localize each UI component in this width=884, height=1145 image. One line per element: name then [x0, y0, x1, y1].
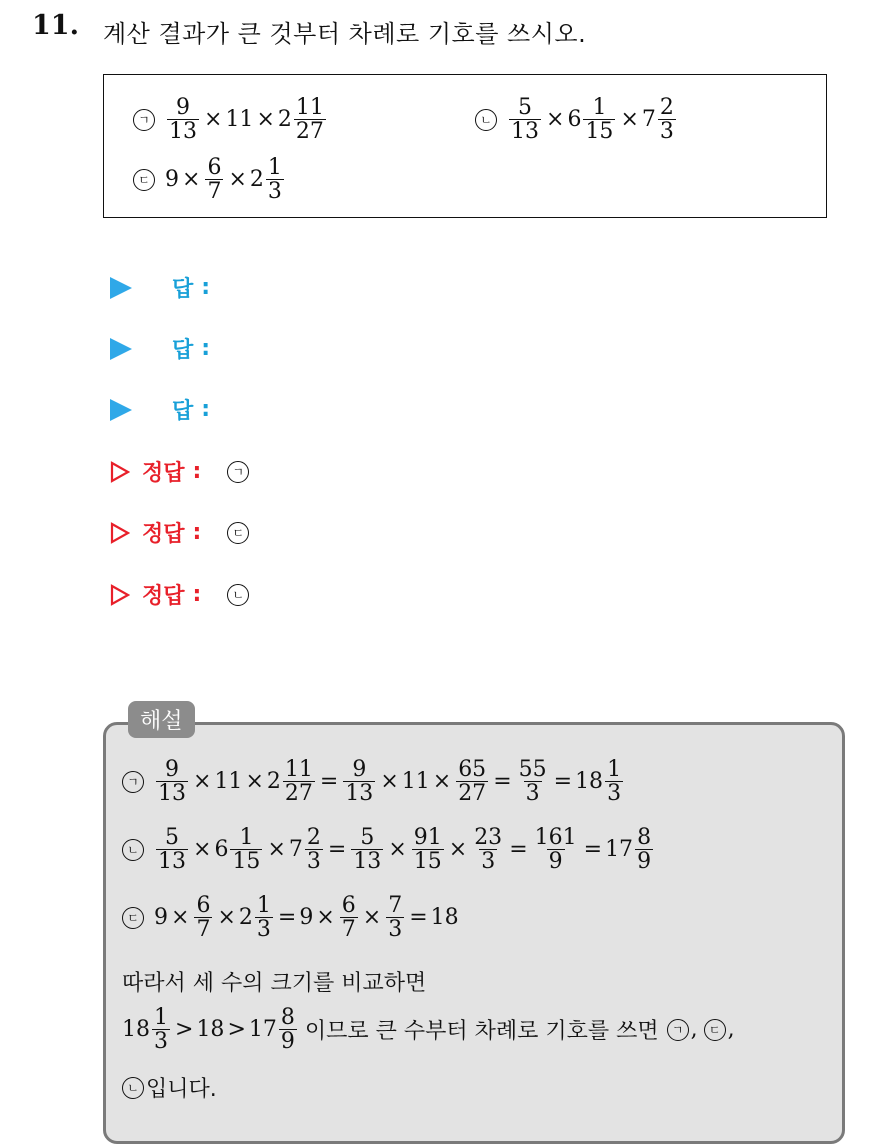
- answer-line-2[interactable]: 답 :: [110, 333, 210, 364]
- outline-triangle-icon: [110, 461, 130, 483]
- answer-line-1[interactable]: 답 :: [110, 272, 210, 303]
- option-mark-a: ㄱ: [133, 109, 155, 131]
- question-text: 계산 결과가 큰 것부터 차례로 기호를 쓰시오.: [103, 20, 587, 48]
- option-c: ㄷ 9 × $\frac{6}{7}$ × 2 $\frac{1}{3}$: [133, 156, 286, 203]
- option-mark-b: ㄴ: [475, 109, 497, 131]
- play-icon: [110, 277, 132, 299]
- answer-mark: ㄷ: [227, 522, 249, 544]
- play-icon: [110, 338, 132, 360]
- correct-answer-3: 정답 : ㄴ: [110, 579, 259, 610]
- outline-triangle-icon: [110, 522, 130, 544]
- fraction: $\frac{11}{27}$: [295, 95, 324, 145]
- explanation-line-5: 18 $\frac{1}{3}$ > 18 > 17 $\frac{8}{9}$ 이므로 큰 수부터 차례로 기호를 쓰면 ㄱ , ㄷ ,: [122, 1005, 735, 1055]
- correct-answer-1: 정답 : ㄱ: [110, 456, 259, 487]
- explanation-line-2: ㄴ $\frac{5}{13}$ × 6 $\frac{1}{15}$ × 7 $\frac{2}{3}$ = $\frac{5}{13}$ × $\frac{91}{15}$ × $\frac{23}{3}$ = $\frac{161}{9}$ = 17 $\frac{8}{9}$: [122, 826, 655, 873]
- fraction: $\frac{2}{3}$: [659, 95, 674, 145]
- explanation-line-4: 따라서 세 수의 크기를 비교하면: [122, 971, 427, 996]
- explanation-line-6: ㄴ 입니다.: [122, 1072, 217, 1103]
- answer-mark: ㄴ: [227, 584, 249, 606]
- answer-mark: ㄱ: [227, 461, 249, 483]
- option-b: ㄴ $\frac{5}{13}$ × 6 $\frac{1}{15}$ × 7 $\frac{2}{3}$: [475, 96, 678, 143]
- correct-answer-2: 정답 : ㄷ: [110, 517, 259, 548]
- answer-line-3[interactable]: 답 :: [110, 394, 210, 425]
- fraction: $\frac{6}{7}$: [207, 155, 222, 205]
- fraction: $\frac{5}{13}$: [511, 95, 539, 145]
- option-a: ㄱ $\frac{9}{13}$ × 11 × 2 $\frac{11}{27}$: [133, 96, 328, 143]
- fraction: $\frac{1}{3}$: [267, 155, 282, 205]
- outline-triangle-icon: [110, 584, 130, 606]
- fraction: $\frac{1}{15}$: [585, 95, 614, 145]
- play-icon: [110, 399, 132, 421]
- explanation-tag: 해설: [128, 701, 195, 738]
- explanation-line-1: ㄱ $\frac{9}{13}$ × 11 × 2 $\frac{11}{27}$ = $\frac{9}{13}$ × 11 × $\frac{65}{27}$ = $\frac{55}{3}$ = 18 $\frac{1}{3}$: [122, 758, 625, 805]
- option-mark-c: ㄷ: [133, 169, 155, 191]
- fraction: $\frac{9}{13}$: [169, 95, 197, 145]
- explanation-line-3: ㄷ 9 × $\frac{6}{7}$ × 2 $\frac{1}{3}$ = 9 × $\frac{6}{7}$ × $\frac{7}{3}$ = 18: [122, 894, 459, 941]
- question-number: 11.: [32, 10, 79, 41]
